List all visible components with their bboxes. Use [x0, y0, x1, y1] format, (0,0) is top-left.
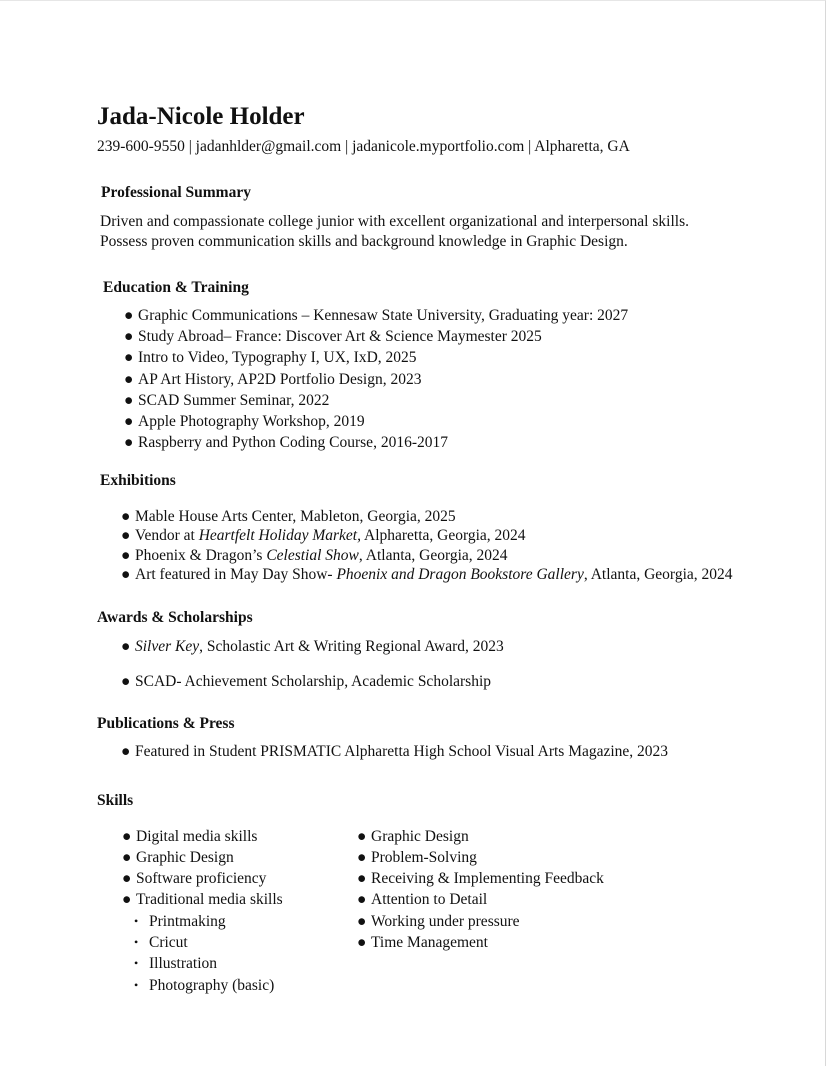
skill-item: ● Receiving & Implementing Feedback	[357, 870, 604, 887]
skill-item: ● Working under pressure	[357, 913, 520, 930]
bullet-icon: ●	[122, 891, 132, 908]
list-item: ● Silver Key, Scholastic Art & Writing Regional Award, 2023	[121, 638, 504, 655]
skill-item: ● Time Management	[357, 934, 488, 951]
summary-line: Driven and compassionate college junior with excellent organizational and interpersonal skills.	[100, 213, 689, 230]
section-heading-awards: Awards & Scholarships	[97, 609, 253, 626]
skill-item: ● Software proficiency	[122, 870, 267, 887]
skill-item: ● Graphic Design	[122, 849, 234, 866]
section-heading-exhibitions: Exhibitions	[100, 472, 176, 489]
bullet-icon: ●	[121, 566, 131, 583]
list-item: ● Graphic Communications – Kennesaw State University, Graduating year: 2027	[124, 307, 629, 324]
bullet-icon: ●	[122, 849, 132, 866]
bullet-icon: •	[134, 914, 139, 928]
section-heading-publications: Publications & Press	[97, 715, 235, 732]
bullet-icon: ●	[124, 413, 134, 430]
bullet-icon: ●	[121, 547, 131, 564]
bullet-icon: ●	[357, 828, 367, 845]
bullet-icon: ●	[121, 743, 131, 760]
summary-line: Possess proven communication skills and background knowledge in Graphic Design.	[100, 233, 628, 250]
bullet-icon: ●	[121, 638, 131, 655]
list-item: ● Phoenix & Dragon’s Celestial Show, Atlanta, Georgia, 2024	[121, 547, 508, 564]
bullet-icon: ●	[124, 349, 134, 366]
skill-item: ● Traditional media skills	[122, 891, 283, 908]
section-heading-skills: Skills	[97, 792, 134, 809]
bullet-icon: ●	[357, 891, 367, 908]
bullet-icon: ●	[122, 828, 132, 845]
bullet-icon: ●	[124, 392, 134, 409]
bullet-icon: •	[134, 935, 139, 949]
bullet-icon: ●	[357, 870, 367, 887]
skill-subitem: • Illustration	[134, 955, 218, 972]
bullet-icon: ●	[357, 934, 367, 951]
skill-subitem: • Printmaking	[134, 913, 226, 930]
bullet-icon: ●	[122, 870, 132, 887]
list-item: ● SCAD- Achievement Scholarship, Academic Scholarship	[121, 673, 492, 690]
bullet-icon: ●	[357, 913, 367, 930]
bullet-icon: •	[134, 978, 139, 992]
list-item: ● AP Art History, AP2D Portfolio Design, 2023	[124, 371, 422, 388]
list-item: ● Intro to Video, Typography I, UX, IxD, 2025	[124, 349, 417, 366]
bullet-icon: ●	[357, 849, 367, 866]
bullet-icon: ●	[124, 371, 134, 388]
bullet-icon: ●	[121, 527, 131, 544]
section-heading-summary: Professional Summary	[101, 184, 251, 201]
skill-subitem: • Cricut	[134, 934, 188, 951]
list-item: ● Apple Photography Workshop, 2019	[124, 413, 365, 430]
skill-subitem: • Photography (basic)	[134, 977, 275, 994]
contact-line: 239-600-9550 | jadanhlder@gmail.com | jadanicole.myportfolio.com | Alpharetta, GA	[97, 138, 630, 155]
resume-name: Jada-Nicole Holder	[97, 103, 305, 130]
skill-item: ● Attention to Detail	[357, 891, 488, 908]
list-item: ● SCAD Summer Seminar, 2022	[124, 392, 330, 409]
section-heading-education: Education & Training	[103, 279, 249, 296]
list-item: ● Featured in Student PRISMATIC Alpharetta High School Visual Arts Magazine, 2023	[121, 743, 669, 760]
bullet-icon: ●	[124, 307, 134, 324]
list-item: ● Study Abroad– France: Discover Art & Science Maymester 2025	[124, 328, 542, 345]
bullet-icon: ●	[121, 673, 131, 690]
bullet-icon: ●	[124, 328, 134, 345]
bullet-icon: ●	[124, 434, 134, 451]
list-item: ● Raspberry and Python Coding Course, 2016-2017	[124, 434, 448, 451]
skill-item: ● Problem-Solving	[357, 849, 477, 866]
bullet-icon: ●	[121, 508, 131, 525]
list-item: ● Art featured in May Day Show- Phoenix and Dragon Bookstore Gallery, Atlanta, Georgia, 2024	[121, 566, 733, 583]
skill-item: ● Graphic Design	[357, 828, 469, 845]
skill-item: ● Digital media skills	[122, 828, 258, 845]
bullet-icon: •	[134, 956, 139, 970]
list-item: ● Vendor at Heartfelt Holiday Market, Alpharetta, Georgia, 2024	[121, 527, 526, 544]
list-item: ● Mable House Arts Center, Mableton, Georgia, 2025	[121, 508, 456, 525]
